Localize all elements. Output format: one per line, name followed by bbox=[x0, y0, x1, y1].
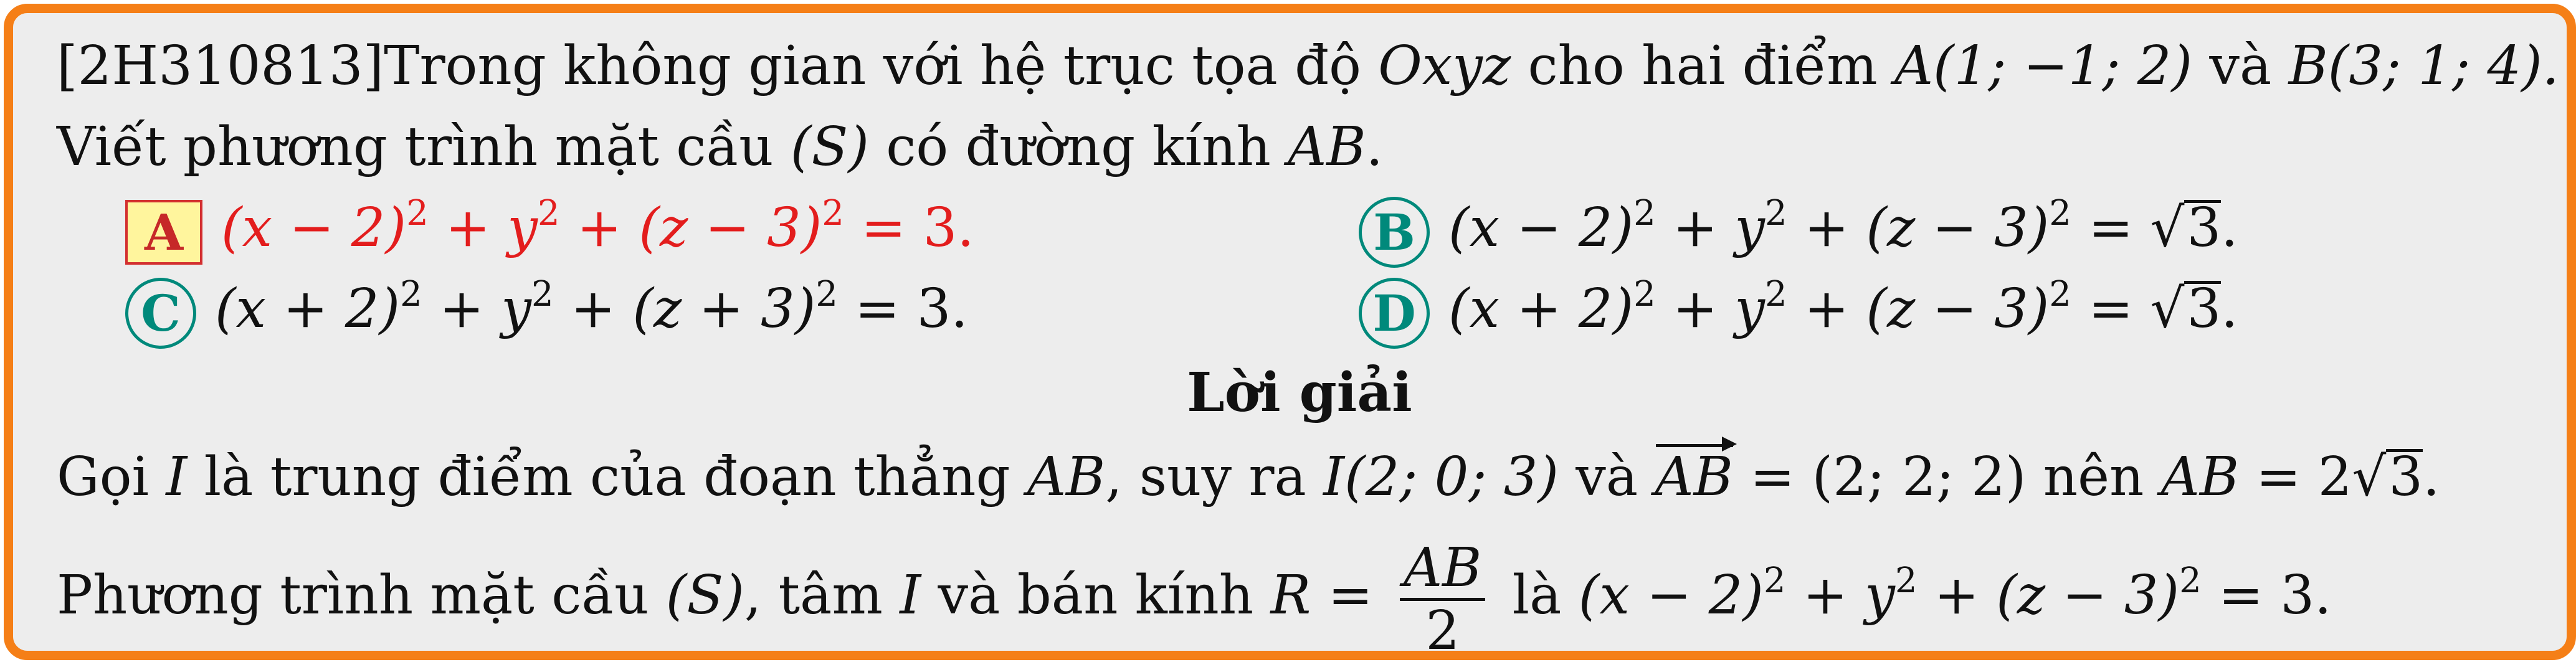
choice-b[interactable]: B $(x - 2)^2 + y^2 + (z - 3)^2 = √3$. bbox=[1359, 194, 2238, 268]
solution-line-2: Phương trình mặt cầu (S), tâm I và bán kính R = $\frac{AB}{2}$ là $(x - 2)^2 + y^2 + (z - 3)^2 = 3$. bbox=[57, 537, 2332, 662]
point-b: B(3; 1; 4). bbox=[2288, 35, 2560, 97]
choice-d[interactable]: D $(x + 2)^2 + y^2 + (z - 3)^2 = √3$. bbox=[1359, 275, 2238, 349]
choice-c-badge[interactable]: C bbox=[125, 278, 196, 349]
frame-name: Oxyz bbox=[1378, 35, 1511, 97]
sqrt-symbol: √ bbox=[2150, 278, 2185, 340]
vector-ab: AB bbox=[1655, 443, 1732, 511]
choice-b-badge[interactable]: B bbox=[1359, 197, 1430, 268]
choice-a-badge[interactable]: A bbox=[125, 200, 202, 265]
statement-line-2: Viết phương trình mặt cầu (S) có đường kính AB. bbox=[57, 116, 1383, 178]
sphere-name: (S) bbox=[790, 116, 869, 178]
diameter: AB bbox=[1288, 116, 1366, 178]
statement-line-1: [2H310813]Trong không gian với hệ trục tọa độ Oxyz cho hai điểm A(1; −1; 2) và B(3; 1; 4). bbox=[57, 35, 2560, 97]
problem-card bbox=[4, 4, 2576, 660]
sqrt-symbol: √ bbox=[2352, 446, 2387, 508]
point-a: A(1; −1; 2) bbox=[1894, 35, 2193, 97]
choice-c[interactable]: C $(x + 2)^2 + y^2 + (z + 3)^2 = 3$. bbox=[125, 275, 968, 349]
sqrt-symbol: √ bbox=[2150, 197, 2185, 259]
choice-d-badge[interactable]: D bbox=[1359, 278, 1430, 349]
vector-arrow-icon bbox=[1722, 437, 1737, 452]
midpoint-coord: I(2; 0; 3) bbox=[1323, 446, 1559, 508]
problem-code: [2H310813] bbox=[57, 35, 384, 97]
solution-title: Lời giải bbox=[1187, 361, 1412, 424]
radius-fraction: $\frac{AB}{2}$ bbox=[1400, 538, 1485, 661]
choice-a[interactable]: A $(x - 2)^2 + y^2 + (z - 3)^2 = 3$. bbox=[125, 194, 974, 265]
solution-line-1: Gọi I là trung điểm của đoạn thẳng AB, suy ra I(2; 0; 3) và AB = (2; 2; 2) nên AB = 2√3. bbox=[57, 443, 2440, 511]
